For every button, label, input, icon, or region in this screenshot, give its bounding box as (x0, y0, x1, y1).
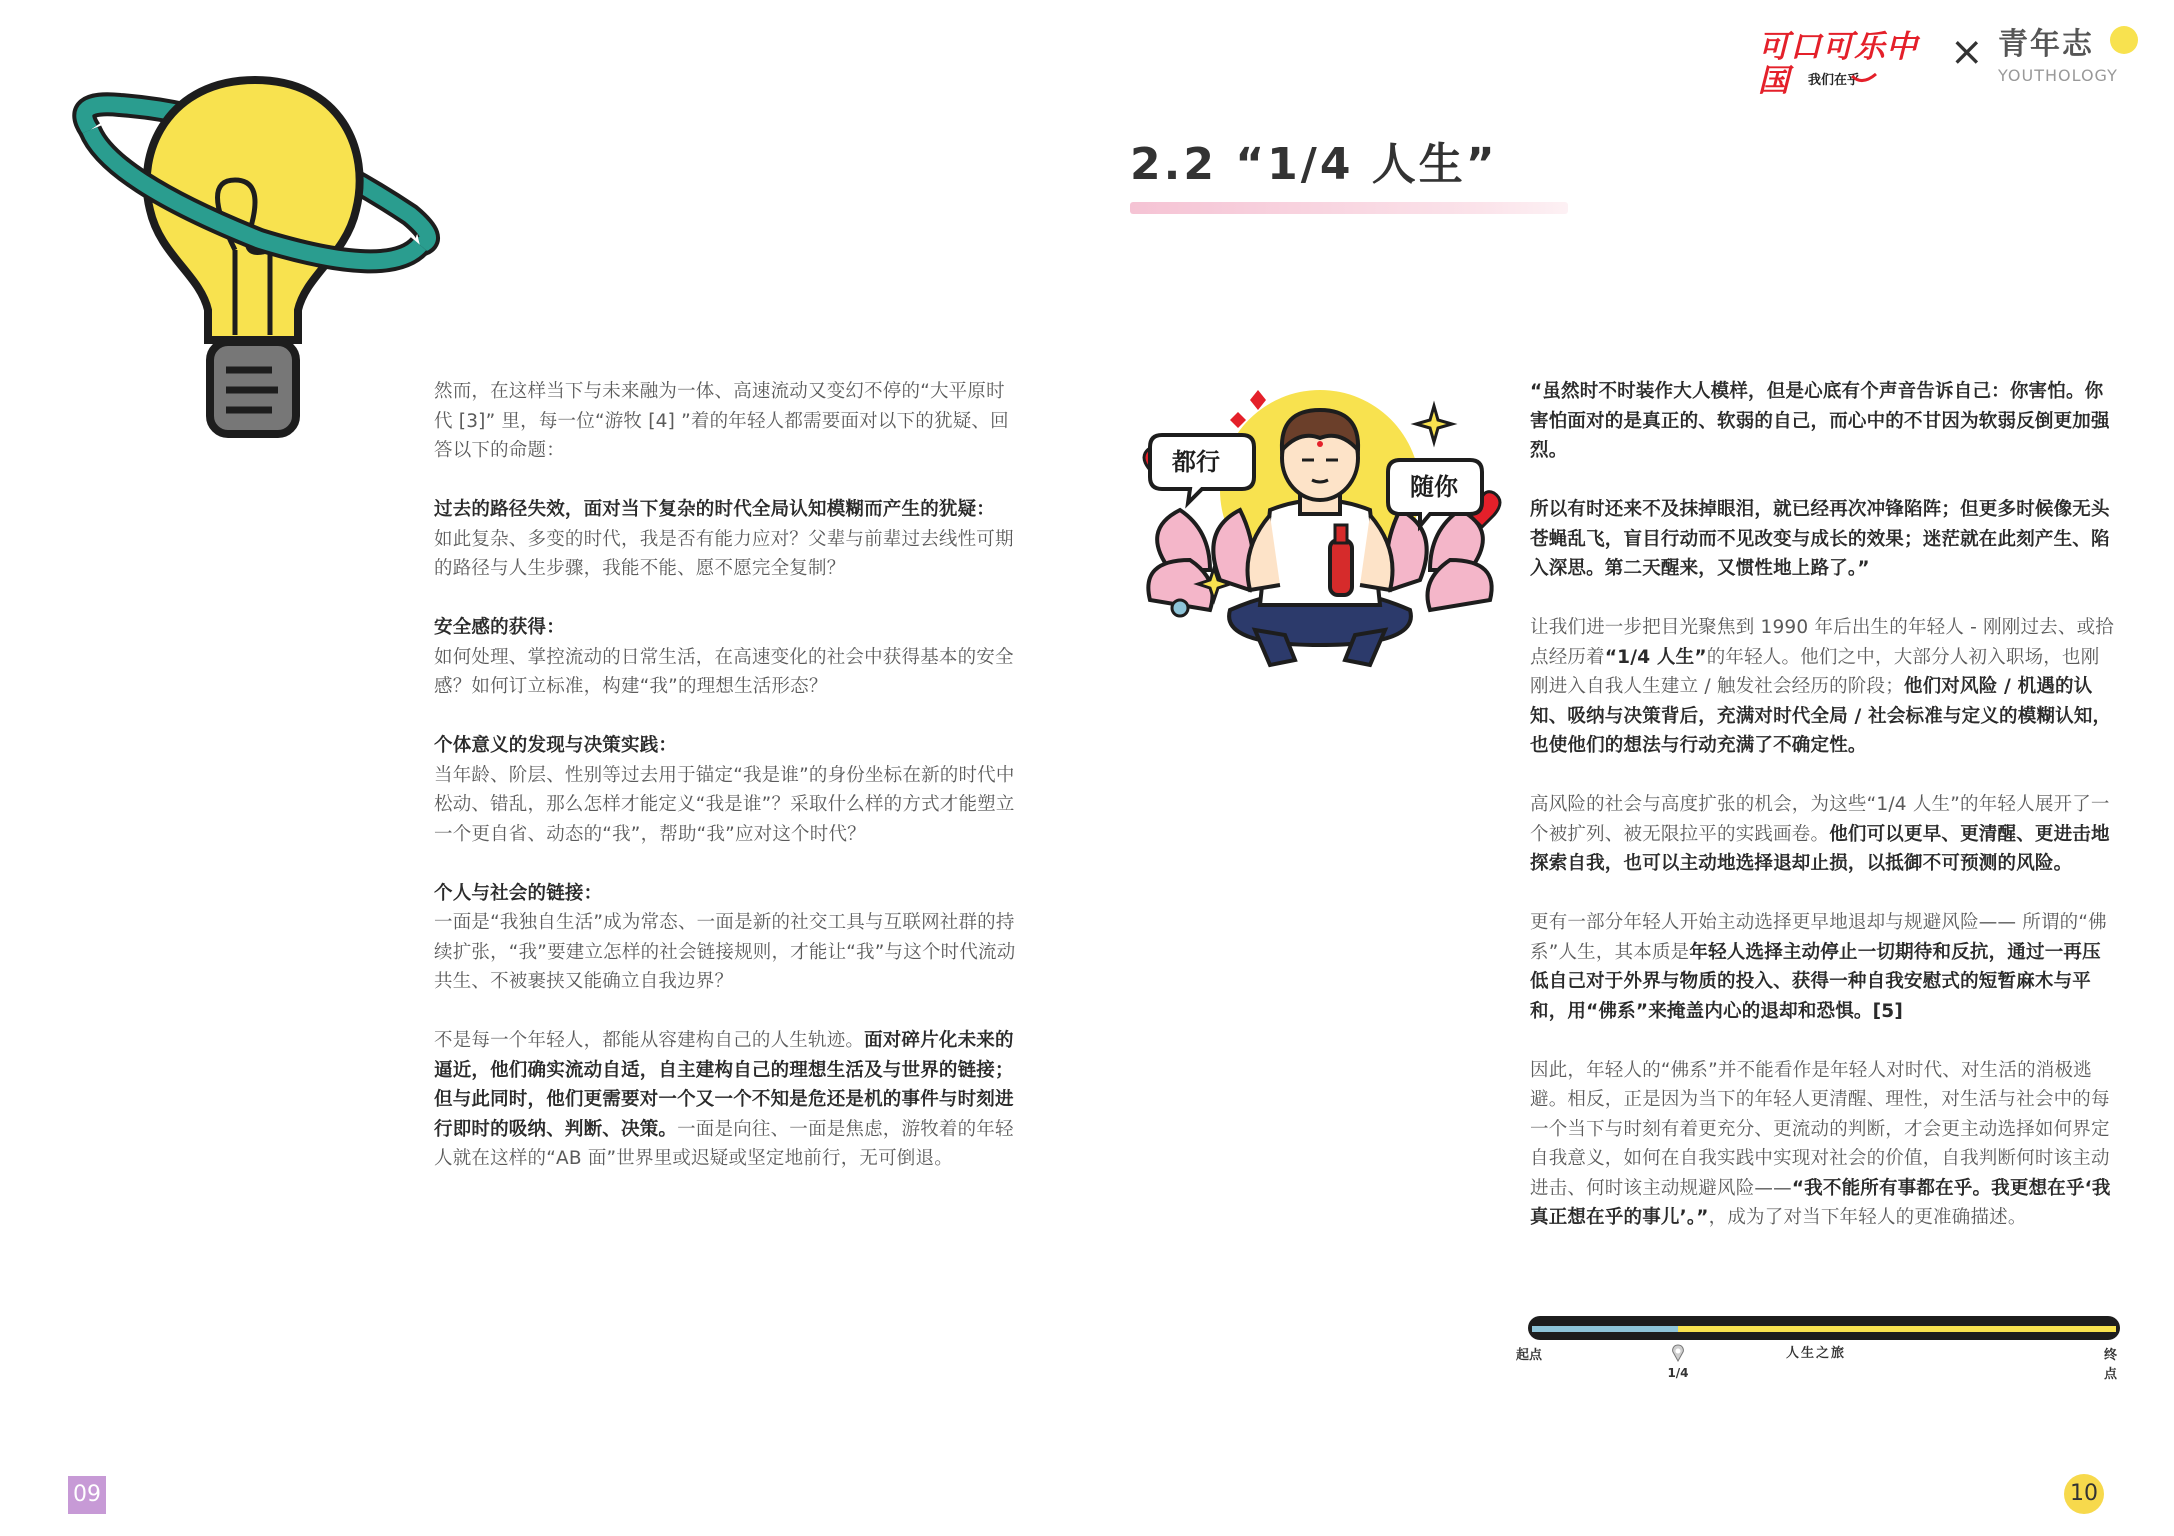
body-text: 让我们进一步把目光聚焦到 1990 年后出生的年轻人 - 刚刚过去、或拾点经历着 (1530, 617, 2114, 668)
yellow-dot-icon (2110, 26, 2138, 54)
section-body: 当年龄、阶层、性别等过去用于锚定“我是谁”的身份坐标在新的时代中松动、错乱，那么怎样才能定义“我是谁”？采取什么样的方式才能塑立一个更自省、动态的“我”，帮助“我”应对这个时代？ (434, 764, 1015, 845)
youthology-cn: 青年志 (1998, 27, 2094, 62)
body-bold-text: 他们对风险 / 机遇的认知、吸纳与决策背后，充满对时代全局 / 社会标准与定义的模糊认知，也使他们的想法与行动充满了不确定性。 (1530, 676, 2112, 756)
closing-text: 不是每一个年轻人，都能从容建构自己的人生轨迹。 (434, 1030, 865, 1051)
body-paragraph (1530, 908, 2118, 1026)
body-text: ，成为了对当下年轻人的更准确描述。 (1708, 1207, 2027, 1228)
times-sign: × (1950, 29, 1984, 75)
journey-end-label: 终点 (2104, 1348, 2118, 1382)
journey-marker (1663, 1344, 1693, 1380)
section-heading: 过去的路径失效，面对当下复杂的时代全局认知模糊而产生的犹疑： (434, 499, 996, 520)
body-bold-text: “1/4 人生” (1604, 646, 1707, 668)
coca-cola-slogan: 我们在乎 (1808, 73, 1861, 88)
smile-swoosh-icon (1850, 72, 1880, 86)
left-column (434, 377, 1022, 1174)
intro-paragraph: 然而，在这样当下与未来融为一体、高速流动又变幻不停的“大平原时代 [3]” 里，每一位“游牧 [4] ”着的年轻人都需要面对以下的犹疑、回答以下的命题： (434, 381, 1009, 461)
closing-bold-text: 面对碎片化未来的逼近，他们确实流动自适，自主建构自己的理想生活及与世界的链接；但与此同时，他们更需要对一个又一个不知是危还是机的事件与时刻进行即时的吸纳、判断、决策。 (434, 1030, 1014, 1140)
body-paragraph (1530, 790, 2118, 879)
quote-paragraph: “虽然时不时装作大人模样，但是心底有个声音告诉自己：你害怕。你害怕面对的是真正的、软弱的自己，而心中的不甘因为软弱反倒更加强烈。 (1530, 381, 2110, 461)
bubble-left-text: 都行 (1172, 448, 1220, 476)
title-underline (1130, 202, 1568, 214)
journey-marker-label: 1/4 (1667, 1366, 1689, 1380)
journey-progress-fill (1532, 1326, 1678, 1332)
section-title: 2.2 “1/4 人生” (1130, 139, 1498, 190)
youthology-logo (1998, 28, 2148, 90)
body-bold-text: “我不能所有事都在乎。我更想在乎‘我真正想在乎的事儿’。” (1530, 1177, 2111, 1228)
body-text: 因此，年轻人的“佛系”并不能看作是年轻人对时代、对生活的消极逃避。相反，正是因为当下的年轻人更清醒、理性，对生活与社会中的每一个当下与时刻有着更充分、更流动的判断，才会更主动选择如何界定自我意义，如何在自我实践中实现对社会的价值，自我判断何时该主动进击、何时该主动规避风险—— (1530, 1059, 2110, 1199)
section-body: 如何处理、掌控流动的日常生活，在高速变化的社会中获得基本的安全感？如何订立标准，构建“我”的理想生活形态？ (434, 646, 1014, 697)
closing-paragraph (434, 1026, 1022, 1174)
body-paragraph (1530, 613, 2118, 761)
meditation-scene-icon (1130, 380, 1510, 680)
coca-cola-logo-text: 可口可乐中国 (1758, 29, 1918, 99)
location-pin-icon (1671, 1344, 1685, 1362)
life-journey-bar (1516, 1316, 2120, 1396)
section-heading: 个人与社会的链接： (434, 882, 603, 904)
section-heading: 安全感的获得： (434, 617, 565, 638)
youthology-en: YOUTHOLOGY (1998, 66, 2118, 85)
quote-paragraph: 所以有时还来不及抹掉眼泪，就已经再次冲锋陷阵；但更多时候像无头苍蝇乱飞，盲目行动而不见改变与成长的效果；迷茫就在此刻产生、陷入深思。第二天醒来，又惯性地上路了。” (1530, 499, 2110, 579)
coca-cola-logo (1758, 29, 1938, 99)
body-text: 的年轻人。他们之中，大部分人初入职场，也刚刚进入自我人生建立 / 触发社会经历的阶段； (1530, 646, 2100, 697)
closing-text: 一面是向往、一面是焦虑，游牧着的年轻人就在这样的“AB 面”世界里或迟疑或坚定地前行，无可倒退。 (434, 1118, 1014, 1169)
journey-start-label: 起点 (1516, 1348, 1543, 1363)
meditating-person-illustration (1130, 380, 1510, 680)
section-body: 一面是“我独自生活”成为常态、一面是新的社交工具与互联网社群的持续扩张，“我”要建立怎样的社会链接规则，才能让“我”与这个时代流动共生、不被裹挟又能确立自我边界？ (434, 912, 1016, 992)
body-bold-text: 他们可以更早、更清醒、更进击地探索自我，也可以主动地选择退却止损，以抵御不可预测的风险。 (1530, 823, 2110, 874)
section-heading: 个体意义的发现与决策实践： (434, 735, 678, 756)
section-body: 如此复杂、多变的时代，我是否有能力应对？父辈与前辈过去线性可期的路径与人生步骤，我能不能、愿不愿完全复制？ (434, 528, 1014, 579)
body-text: 更有一部分年轻人开始主动选择更早地退却与规避风险—— 所谓的“佛系”人生，其本质是 (1530, 912, 2107, 963)
right-column (1530, 377, 2118, 1233)
journey-middle-label: 人生之旅 (1786, 1346, 1847, 1361)
body-paragraph (1530, 1056, 2118, 1233)
body-text: 高风险的社会与高度扩张的机会，为这些“1/4 人生”的年轻人展开了一个被扩列、被无限拉平的实践画卷。 (1530, 794, 2110, 845)
bubble-right-text: 随你 (1410, 473, 1458, 501)
lightbulb-planet-illustration (60, 60, 450, 460)
page-number-left: 09 (68, 1476, 106, 1514)
body-bold-text: 年轻人选择主动停止一切期待和反抗，通过一再压低自己对于外界与物质的投入、获得一种自我安慰式的短暂麻木与平和，用“佛系”来掩盖内心的退却和恐惧。[5] (1530, 941, 2101, 1022)
page-number-right: 10 (2064, 1474, 2104, 1514)
